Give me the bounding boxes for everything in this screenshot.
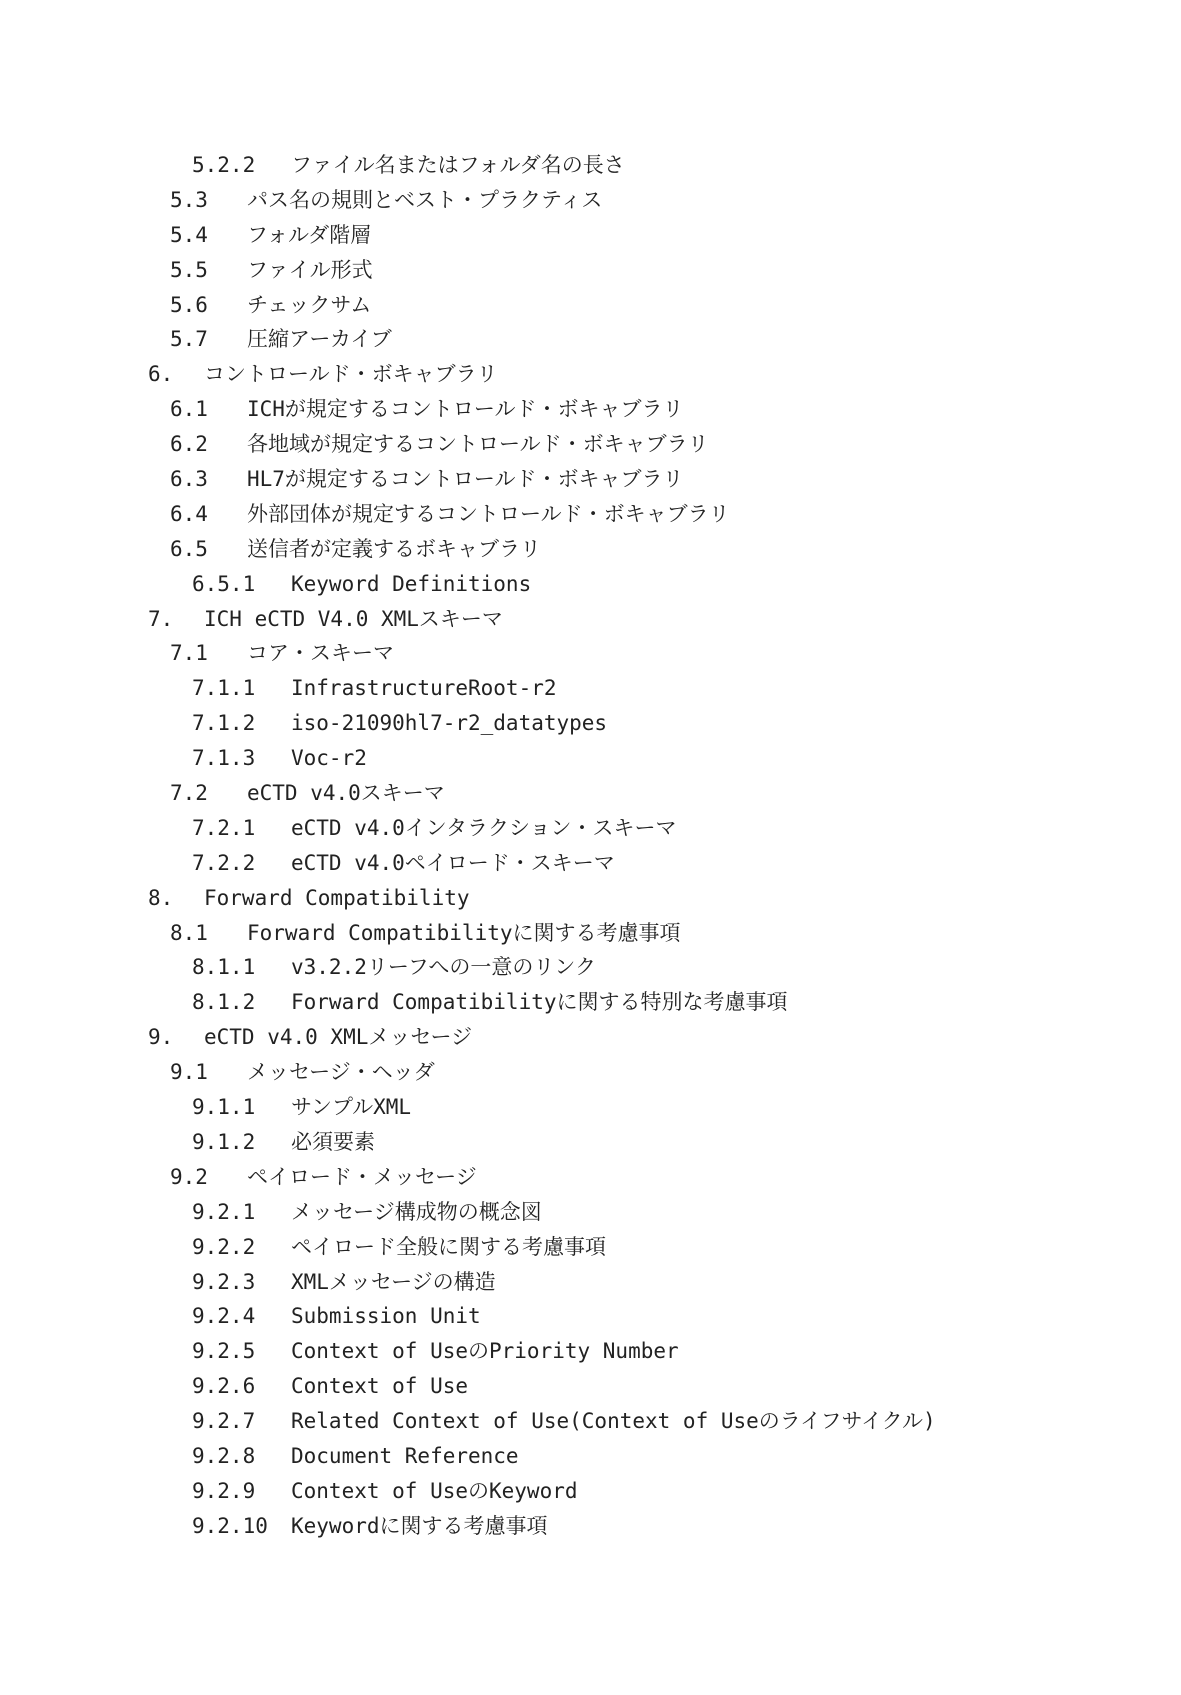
toc-entry-title: Voc-r2 [291,746,367,771]
toc-entry-number: 7. [148,606,174,631]
toc-entry-number: 9.2.8 [192,1443,256,1468]
toc-entry-number: 7.1.2 [192,711,256,736]
toc-entry-title: フォルダ階層 [247,222,372,247]
toc-entry-title: 外部団体が規定するコントロールド・ボキャブラリ [247,501,730,526]
toc-entry[interactable] [0,183,1181,218]
toc-entry[interactable] [0,1125,1181,1160]
toc-entry-number: 6.3 [170,467,208,492]
toc-entry[interactable] [0,1369,1181,1404]
toc-entry-title: eCTD v4.0インタラクション・スキーマ [291,815,677,840]
toc-entry-number: 9.2.5 [192,1339,256,1364]
toc-entry-number: 9.2.9 [192,1478,256,1503]
table-of-contents [0,148,1181,1544]
toc-entry-title: チェックサム [247,292,372,317]
toc-entry-title: ICH eCTD V4.0 XMLスキーマ [204,606,503,631]
toc-entry-title: Keywordに関する考慮事項 [291,1513,548,1538]
toc-entry[interactable] [0,1020,1181,1055]
toc-entry-title: 各地域が規定するコントロールド・ボキャブラリ [247,432,709,457]
toc-entry-title: Forward Compatibilityに関する特別な考慮事項 [291,990,788,1015]
toc-entry[interactable] [0,357,1181,392]
toc-entry-number: 6.5 [170,536,208,561]
toc-entry-title: Related Context of Use(Context of Useのライフサイクル) [291,1409,936,1434]
toc-entry-number: 9.1 [170,1060,208,1085]
toc-entry-title: Submission Unit [291,1304,481,1329]
toc-entry[interactable] [0,881,1181,916]
toc-entry-title: メッセージ・ヘッダ [247,1060,435,1085]
toc-entry[interactable] [0,1334,1181,1369]
toc-entry-title: Document Reference [291,1443,519,1468]
toc-entry-number: 8. [148,885,174,910]
toc-entry-number: 6.5.1 [192,571,256,596]
toc-entry-number: 6. [148,362,174,387]
toc-entry-title: コントロールド・ボキャブラリ [204,362,498,387]
toc-entry[interactable] [0,218,1181,253]
toc-entry-title: Context of UseのPriority Number [291,1339,679,1364]
toc-entry-number: 5.7 [170,327,208,352]
toc-entry[interactable] [0,706,1181,741]
toc-entry-title: ICHが規定するコントロールド・ボキャブラリ [247,397,684,422]
toc-entry-number: 7.2.2 [192,850,256,875]
toc-entry-title: Forward Compatibilityに関する考慮事項 [247,920,681,945]
toc-entry-number: 9.2.2 [192,1234,256,1259]
toc-entry-title: Keyword Definitions [291,571,532,596]
toc-entry-number: 9.2.4 [192,1304,256,1329]
toc-entry[interactable] [0,916,1181,951]
toc-entry-title: 圧縮アーカイブ [247,327,392,352]
toc-entry-number: 6.1 [170,397,208,422]
toc-entry[interactable] [0,497,1181,532]
toc-entry[interactable] [0,288,1181,323]
toc-entry[interactable] [0,1474,1181,1509]
toc-entry-title: ペイロード・メッセージ [247,1164,477,1189]
toc-entry[interactable] [0,846,1181,881]
toc-entry[interactable] [0,776,1181,811]
toc-entry-number: 9. [148,1025,174,1050]
toc-entry[interactable] [0,741,1181,776]
toc-entry-number: 5.3 [170,187,208,212]
toc-entry[interactable] [0,1230,1181,1265]
toc-entry-title: コア・スキーマ [247,641,394,666]
toc-entry[interactable] [0,1404,1181,1439]
toc-entry[interactable] [0,532,1181,567]
toc-entry-number: 7.2.1 [192,815,256,840]
toc-entry-number: 9.2.1 [192,1199,256,1224]
toc-entry-number: 9.2.3 [192,1269,256,1294]
toc-entry[interactable] [0,1299,1181,1334]
toc-entry-title: パス名の規則とベスト・プラクティス [247,187,603,212]
toc-entry[interactable] [0,811,1181,846]
toc-entry[interactable] [0,671,1181,706]
toc-entry[interactable] [0,567,1181,602]
toc-entry-number: 9.2 [170,1164,208,1189]
toc-entry[interactable] [0,1265,1181,1300]
toc-entry-title: メッセージ構成物の概念図 [291,1199,542,1224]
toc-entry-title: 必須要素 [291,1129,375,1154]
toc-entry-number: 7.2 [170,781,208,806]
toc-entry-title: Forward Compatibility [204,885,470,910]
toc-entry[interactable] [0,1055,1181,1090]
toc-entry-number: 9.1.2 [192,1129,256,1154]
toc-entry-number: 5.6 [170,292,208,317]
toc-entry-title: ファイル形式 [247,257,373,282]
toc-entry-title: HL7が規定するコントロールド・ボキャブラリ [247,467,684,492]
toc-entry[interactable] [0,322,1181,357]
toc-entry-title: iso-21090hl7-r2_datatypes [291,711,608,736]
toc-entry-number: 9.2.10 [192,1513,268,1538]
toc-entry-number: 7.1 [170,641,208,666]
toc-entry[interactable] [0,1160,1181,1195]
toc-entry[interactable] [0,1195,1181,1230]
toc-entry-title: InfrastructureRoot-r2 [291,676,557,701]
toc-entry-number: 6.2 [170,432,208,457]
toc-entry-number: 8.1 [170,920,208,945]
toc-entry-title: ペイロード全般に関する考慮事項 [291,1234,606,1259]
toc-entry[interactable] [0,462,1181,497]
toc-entry[interactable] [0,1439,1181,1474]
toc-entry-number: 8.1.1 [192,955,256,980]
toc-entry[interactable] [0,1090,1181,1125]
toc-entry-title: ファイル名またはフォルダ名の長さ [291,153,625,177]
toc-entry[interactable] [0,636,1181,671]
toc-entry[interactable] [0,392,1181,427]
toc-entry[interactable] [0,950,1181,985]
toc-entry-number: 5.5 [170,257,208,282]
toc-entry-title: XMLメッセージの構造 [291,1269,496,1294]
toc-entry-title: 送信者が定義するボキャブラリ [247,536,541,561]
toc-entry-title: サンプルXML [291,1095,412,1120]
toc-entry[interactable] [0,148,1181,183]
toc-entry-number: 9.2.6 [192,1374,256,1399]
toc-entry-number: 7.1.3 [192,746,256,771]
toc-entry[interactable] [0,253,1181,288]
toc-entry-title: eCTD v4.0 XMLメッセージ [204,1025,473,1050]
toc-entry-title: Context of UseのKeyword [291,1478,578,1503]
toc-entry[interactable] [0,985,1181,1020]
toc-entry-number: 5.2.2 [192,153,256,177]
toc-entry-number: 6.4 [170,501,208,526]
toc-entry-number: 9.1.1 [192,1095,256,1120]
toc-entry[interactable] [0,427,1181,462]
toc-entry-number: 7.1.1 [192,676,256,701]
toc-entry-title: Context of Use [291,1374,469,1399]
toc-entry-title: v3.2.2リーフへの一意のリンク [291,955,596,980]
toc-entry[interactable] [0,1509,1181,1544]
toc-entry[interactable] [0,602,1181,637]
toc-entry-title: eCTD v4.0スキーマ [247,781,445,806]
toc-entry-number: 9.2.7 [192,1409,256,1434]
toc-entry-title: eCTD v4.0ペイロード・スキーマ [291,850,615,875]
toc-entry-number: 5.4 [170,222,208,247]
toc-entry-number: 8.1.2 [192,990,256,1015]
